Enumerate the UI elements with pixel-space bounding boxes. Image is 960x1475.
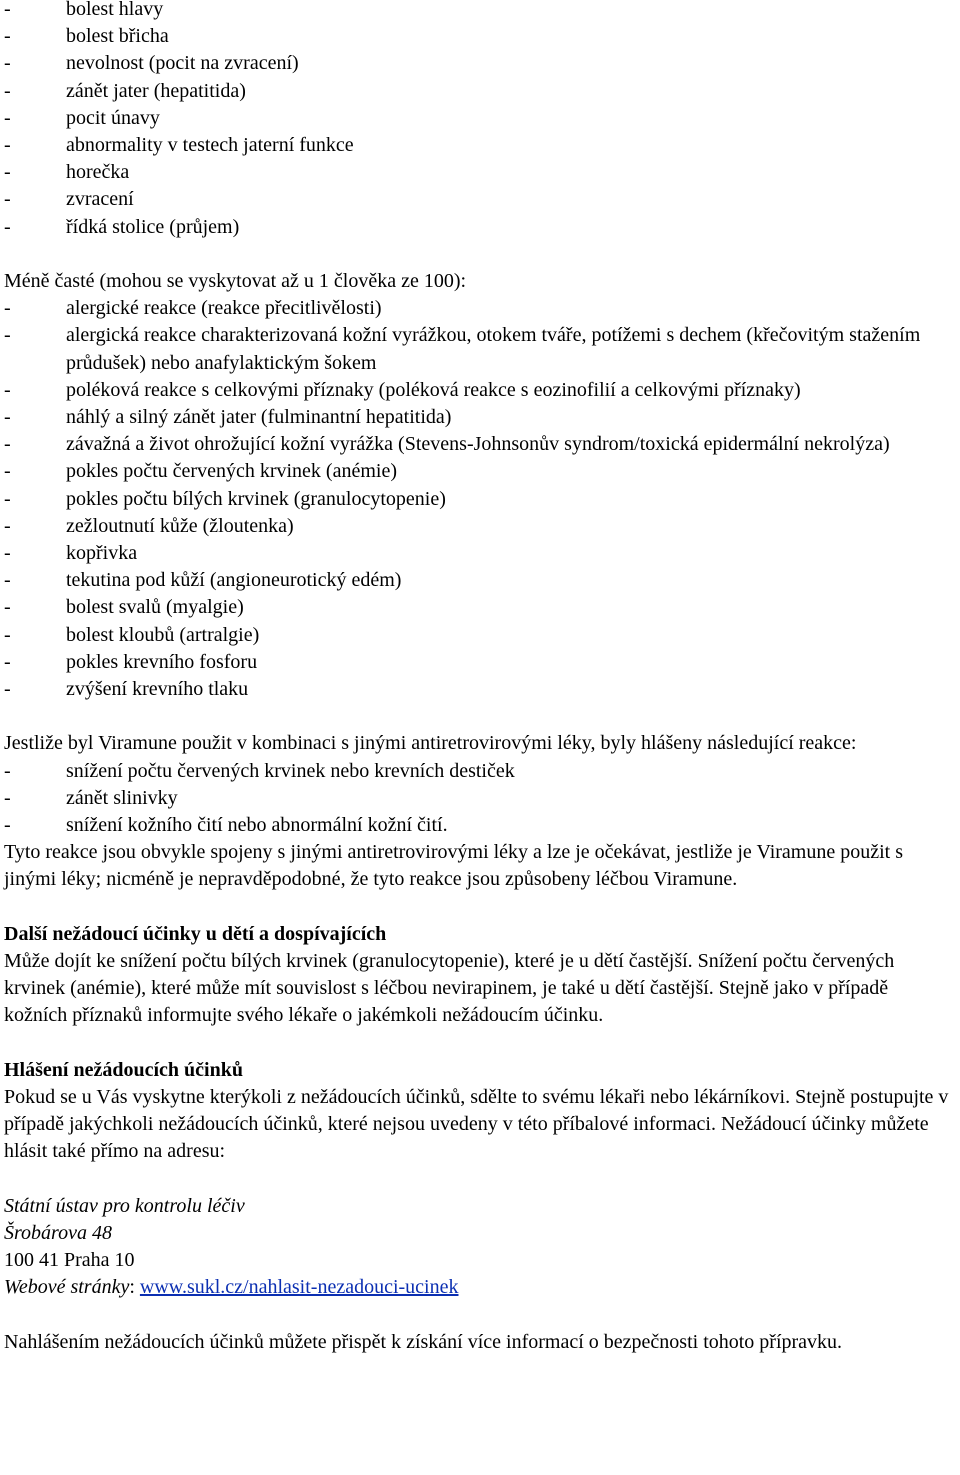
list-item: - pokles krevního fosforu <box>4 650 258 673</box>
combination-intro: Jestliže byl Viramune použit v kombinaci s jinými antiretrovirovými léky, byly hlášeny následující reakce: <box>4 732 857 755</box>
uncommon-side-effects-list <box>4 295 954 703</box>
list-item: - zvýšení krevního tlaku <box>4 678 249 701</box>
spacer <box>4 1030 954 1057</box>
address-web <box>4 1274 954 1301</box>
list-item: - řídká stolice (průjem) <box>4 215 240 238</box>
web-separator: : <box>129 1276 140 1299</box>
list-item: - snížení kožního čití nebo abnormální kožní čití. <box>4 814 448 837</box>
spacer <box>4 894 954 921</box>
reporting-text: Pokud se u Vás vyskytne kterýkoli z nežádoucích účinků, sdělte to svému lékaři nebo lékárníkovi. Stejně postupujte v případě jakýchkoli nežádoucích účinků, které nejsou uvedeny v této příbalové informaci. Nežádoucí účinky můžete hlásit také přímo na adresu: <box>4 1086 949 1163</box>
list-item: - poléková reakce s celkovými příznaky (poléková reakce s eozinofilií a celkovými příznaky) <box>4 378 801 401</box>
list-item: - abnormality v testech jaterní funkce <box>4 134 354 157</box>
spacer <box>4 241 954 268</box>
list-item: - bolest svalů (myalgie) <box>4 596 244 619</box>
list-item: - horečka <box>4 161 130 184</box>
address-institution: Státní ústav pro kontrolu léčiv <box>4 1194 245 1217</box>
list-item: - závažná a život ohrožující kožní vyrážka (Stevens-Johnsonův syndrom/toxická epidermální nekrolýza) <box>4 433 890 456</box>
combination-side-effects-list <box>4 758 954 840</box>
web-label: Webové stránky <box>4 1276 130 1299</box>
list-item: - bolest kloubů (artralgie) <box>4 623 260 646</box>
uncommon-title: Méně časté (mohou se vyskytovat až u 1 člověka ze 100): <box>4 270 467 293</box>
address-street: Šrobárova 48 <box>4 1222 112 1245</box>
list-item: - zánět jater (hepatitida) <box>4 79 246 102</box>
closing-text: Nahlášením nežádoucích účinků můžete přispět k získání více informací o bezpečnosti tohoto přípravku. <box>4 1330 843 1353</box>
list-item: - nevolnost (pocit na zvracení) <box>4 52 299 75</box>
list-item: - pocit únavy <box>4 106 160 129</box>
list-item: - tekutina pod kůží (angioneurotický edém) <box>4 569 402 592</box>
list-item: - alergické reakce (reakce přecitlivělosti) <box>4 297 382 320</box>
address-block <box>4 1193 954 1302</box>
list-item: - zežloutnutí kůže (žloutenka) <box>4 514 294 537</box>
spacer <box>4 703 954 730</box>
spacer <box>4 1166 954 1193</box>
sukl-website-link[interactable]: www.sukl.cz/nahlasit-nezadouci-ucinek <box>139 1276 459 1299</box>
children-heading: Další nežádoucí účinky u dětí a dospívajících <box>4 922 387 945</box>
list-item: - bolest břicha <box>4 25 169 48</box>
list-item: - snížení počtu červených krvinek nebo krevních destiček <box>4 759 515 782</box>
combination-note: Tyto reakce jsou obvykle spojeny s jinými antiretrovirovými léky a lze je očekávat, jestliže je Viramune použit s jinými léky; nicméně je nepravděpodobné, že tyto reakce jsou způsobeny léčbou Viramune. <box>4 841 903 891</box>
reporting-heading: Hlášení nežádoucích účinků <box>4 1058 243 1081</box>
address-city: 100 41 Praha 10 <box>4 1249 135 1272</box>
list-item: - pokles počtu červených krvinek (anémie) <box>4 460 397 483</box>
list-item: - zvracení <box>4 188 134 211</box>
list-item: - zánět slinivky <box>4 786 178 809</box>
list-item: - alergická reakce charakterizovaná kožní vyrážkou, otokem tváře, potížemi s dechem (křečovitým stažením průdušek) nebo anafylaktickým šokem <box>4 324 921 374</box>
common-side-effects-list <box>4 0 954 241</box>
list-item: - pokles počtu bílých krvinek (granulocytopenie) <box>4 487 446 510</box>
spacer <box>4 1302 954 1329</box>
children-text: Může dojít ke snížení počtu bílých krvinek (granulocytopenie), které je u dětí častější. Snížení počtu červených krvinek (anémie), které může mít souvislost s léčbou nevirapinem, je také u dětí častější. Stejně jako v případě kožních příznaků informujte svého lékaře o jakémkoli nežádoucím účinku. <box>4 950 895 1027</box>
document-page <box>4 0 954 1356</box>
list-item: - bolest hlavy <box>4 0 164 20</box>
list-item: - náhlý a silný zánět jater (fulminantní hepatitida) <box>4 406 452 429</box>
list-item: - kopřivka <box>4 542 138 565</box>
